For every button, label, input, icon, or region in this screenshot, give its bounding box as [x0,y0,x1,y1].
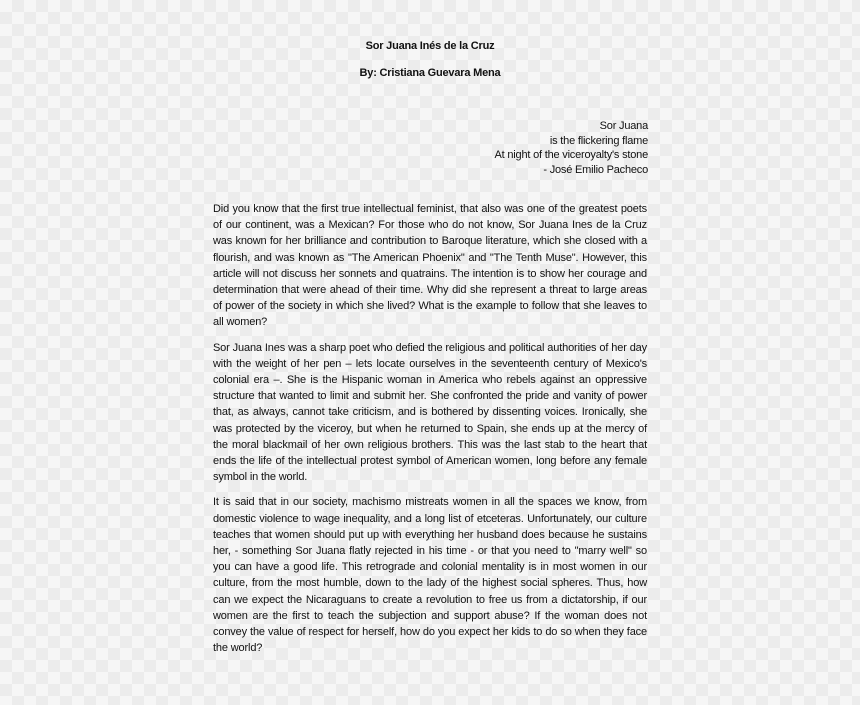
document-title: Sor Juana Inés de la Cruz [365,40,495,52]
epigraph-line: is the flickering flame [549,134,648,147]
body-paragraph: It is said that in our society, machismo mistreats women in all the spaces we know, from domestic violence to wage inequality, and a long list of etceteras. Unfortunately, our culture teaches that women should put up with everything her husband does because he sustains her, - something Sor Juana flatly rejected in his time - or that you need to "marry well" so you can have a good life. This retrograde and colonial mentality is in most women in our culture, from the most humble, down to the lady of the highest social spheres. Thus, how can we expect the Nicaraguans to create a revolution to free us from a dictatorship, if our women are the first to teach the subjection and support abuse? If the woman does not convey the value of respect for herself, how do you expect her kids to do so when they face the world? [213,496,647,655]
article-body [213,201,647,665]
author-byline: By: Cristiana Guevara Mena [359,67,501,79]
epigraph-line: Sor Juana [599,120,648,132]
body-paragraph: Did you know that the first true intellectual feminist, that also was one of the greatest poets of our continent, was a Mexican? For those who do not know, Sor Juana Ines de la Cruz was known for her brilliance and contribution to Baroque literature, which she closed with a flourish, and was known as "The American Phoenix" and "The Tenth Muse". However, this article will not discuss her sonnets and quatrains. The intention is to show her courage and determination that were ahead of their time. Why did she represent a threat to large areas of power of the society in which she lived? What is the example to follow that she leaves to all women? [213,203,647,329]
epigraph [495,119,648,177]
epigraph-attribution: - José Emilio Pacheco [543,163,648,176]
body-paragraph: Sor Juana Ines was a sharp poet who defied the religious and political authorities of her day with the weight of her pen – lets locate ourselves in the seventeenth century of Mexico's colonial era –. She is the Hispanic woman in America who rebels against an oppressive structure that wanted to limit and submit her. She confronted the pride and vanity of power that, as always, cannot take criticism, and is bothered by dissenting voices. Ironically, she was protected by the viceroy, but when he returned to Spain, she ends up at the mercy of the moral blackmail of her own religious brothers. This was the last stab to the heart that ends the life of the intellectual protest symbol of American women, long before any female symbol in the world. [213,341,647,484]
epigraph-line: At night of the viceroyalty's stone [494,149,648,161]
